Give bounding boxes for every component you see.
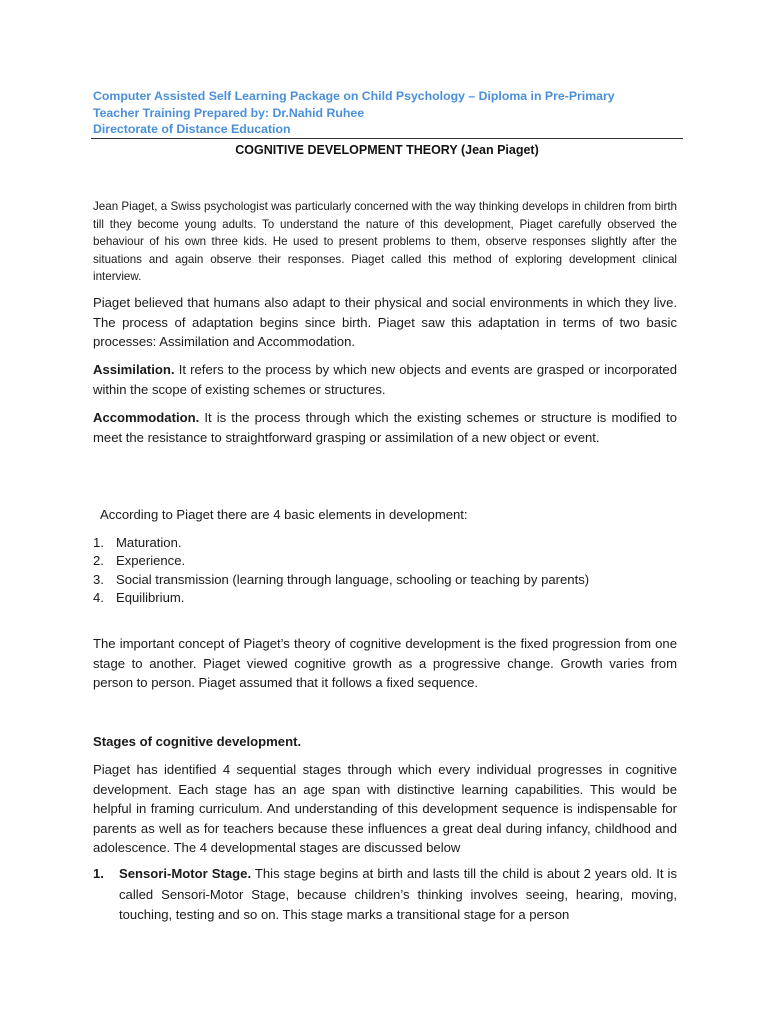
stage-term: Sensori-Motor Stage. [119, 866, 252, 881]
header-line-3: Directorate of Distance Education [93, 122, 291, 136]
list-text: Experience. [116, 553, 186, 569]
accommodation-paragraph [93, 408, 677, 447]
page-title: COGNITIVE DEVELOPMENT THEORY (Jean Piaget) [235, 143, 539, 157]
list-number: 4. [93, 589, 104, 605]
list-text: Social transmission (learning through language, schooling or teaching by parents) [116, 571, 590, 587]
elements-intro: According to Piaget there are 4 basic elements in development: [100, 507, 468, 522]
list-item [93, 571, 677, 589]
list-number: 2. [93, 553, 104, 569]
assimilation-text: It refers to the process by which new objects and events are grasped or incorporated within the scope of existing schemes or structures. [93, 362, 677, 397]
stage-number: 1. [93, 866, 104, 881]
list-number: 1. [93, 535, 104, 550]
header-divider [91, 138, 683, 139]
assimilation-term: Assimilation. [93, 362, 175, 377]
header-line-2: Teacher Training Prepared by: Dr.Nahid Ruhee [93, 105, 365, 120]
list-item [93, 534, 677, 552]
adaptation-paragraph: Piaget believed that humans also adapt to their physical and social environments in which they live. The process of adaptation begins since birth. Piaget saw this adaptation in terms of two basic processes: Assimilation and Accommodation. [93, 295, 677, 350]
stages-intro-paragraph: Piaget has identified 4 sequential stages through which every individual progresses in cognitive development. Each stage has an age span with distinctive learning capabilities. This would be helpful in framing curriculum. And understanding of this development sequence is indispensable for parents as well as for teachers because these influences a great deal during infancy, childhood and adolescence. The 4 developmental stages are discussed below [93, 762, 677, 856]
list-text: Equilibrium. [116, 589, 185, 605]
list-number: 3. [93, 571, 104, 587]
list-text: Maturation. [116, 535, 182, 550]
header-line-1: Computer Assisted Self Learning Package on Child Psychology – Diploma in Pre-Primary [93, 89, 615, 103]
stage-item [93, 864, 677, 926]
elements-list [93, 534, 677, 607]
assimilation-paragraph [93, 360, 677, 399]
list-item [93, 552, 677, 570]
concept-paragraph: The important concept of Piaget’s theory of cognitive development is the fixed progression from one stage to another. Piaget viewed cognitive growth as a progressive change. Growth varies from person to person. Piaget assumed that it follows a fixed sequence. [93, 636, 677, 691]
accommodation-term: Accommodation. [93, 410, 200, 425]
document-header [93, 88, 683, 138]
accommodation-text: It is the process through which the existing schemes or structure is modified to meet the resistance to straightforward grasping or assimilation of a new object or event. [93, 410, 677, 445]
stages-heading: Stages of cognitive development. [93, 734, 302, 749]
stage-description: This stage begins at birth and lasts till the child is about 2 years old. It is called Sensori-Motor Stage, because children’s thinking involves seeing, hearing, moving, touching, testing and so on. This stage marks a transitional stage for a person [119, 866, 677, 922]
stage-text [119, 864, 677, 926]
list-item [93, 589, 677, 607]
intro-paragraph: Jean Piaget, a Swiss psychologist was particularly concerned with the way thinking develops in children from birth till they become young adults. To understand the nature of this development, Piaget carefully observed the behaviour of his own three kids. He used to present problems to them, observe responses slightly after the situations and again observe their responses. Piaget called this method of exploring development clinical interview. [93, 200, 677, 283]
